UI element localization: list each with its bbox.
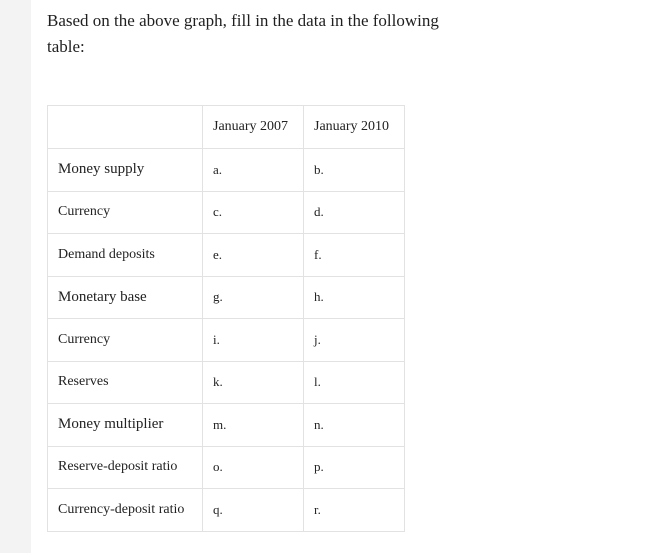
left-gutter (0, 0, 31, 553)
header-january-2007: January 2007 (203, 106, 304, 149)
answer-cell-jan-2007[interactable]: q. (203, 489, 304, 532)
table-row (48, 361, 405, 404)
table-row (48, 404, 405, 447)
question-content (47, 8, 627, 60)
question-prompt: Based on the above graph, fill in the data in the following table: (47, 11, 439, 56)
table-row (48, 149, 405, 192)
header-empty-cell (48, 106, 203, 149)
row-label: Currency (48, 191, 203, 234)
answer-cell-jan-2007[interactable]: a. (203, 149, 304, 192)
table-body (48, 149, 405, 532)
answer-cell-jan-2010[interactable]: d. (304, 191, 405, 234)
row-label: Reserves (48, 361, 203, 404)
row-label: Demand deposits (48, 234, 203, 277)
answer-cell-jan-2010[interactable]: n. (304, 404, 405, 447)
answer-cell-jan-2010[interactable]: f. (304, 234, 405, 277)
answer-cell-jan-2010[interactable]: j. (304, 319, 405, 362)
answer-cell-jan-2007[interactable]: i. (203, 319, 304, 362)
row-label: Monetary base (48, 276, 203, 319)
row-label: Money multiplier (48, 404, 203, 447)
table-row (48, 234, 405, 277)
answer-cell-jan-2010[interactable]: h. (304, 276, 405, 319)
table-row (48, 489, 405, 532)
answer-cell-jan-2010[interactable]: l. (304, 361, 405, 404)
table-header-row (48, 106, 405, 149)
answer-cell-jan-2007[interactable]: m. (203, 404, 304, 447)
table-row (48, 276, 405, 319)
answer-cell-jan-2007[interactable]: c. (203, 191, 304, 234)
row-label: Currency (48, 319, 203, 362)
table-row (48, 319, 405, 362)
answer-cell-jan-2007[interactable]: o. (203, 446, 304, 489)
table-row (48, 446, 405, 489)
answer-cell-jan-2007[interactable]: k. (203, 361, 304, 404)
answer-cell-jan-2010[interactable]: p. (304, 446, 405, 489)
answer-cell-jan-2010[interactable]: r. (304, 489, 405, 532)
row-label: Money supply (48, 149, 203, 192)
answer-cell-jan-2007[interactable]: g. (203, 276, 304, 319)
header-january-2010: January 2010 (304, 106, 405, 149)
table-row (48, 191, 405, 234)
answer-cell-jan-2010[interactable]: b. (304, 149, 405, 192)
row-label: Reserve-deposit ratio (48, 446, 203, 489)
fill-in-table (47, 105, 405, 532)
answer-cell-jan-2007[interactable]: e. (203, 234, 304, 277)
row-label: Currency-deposit ratio (48, 489, 203, 532)
